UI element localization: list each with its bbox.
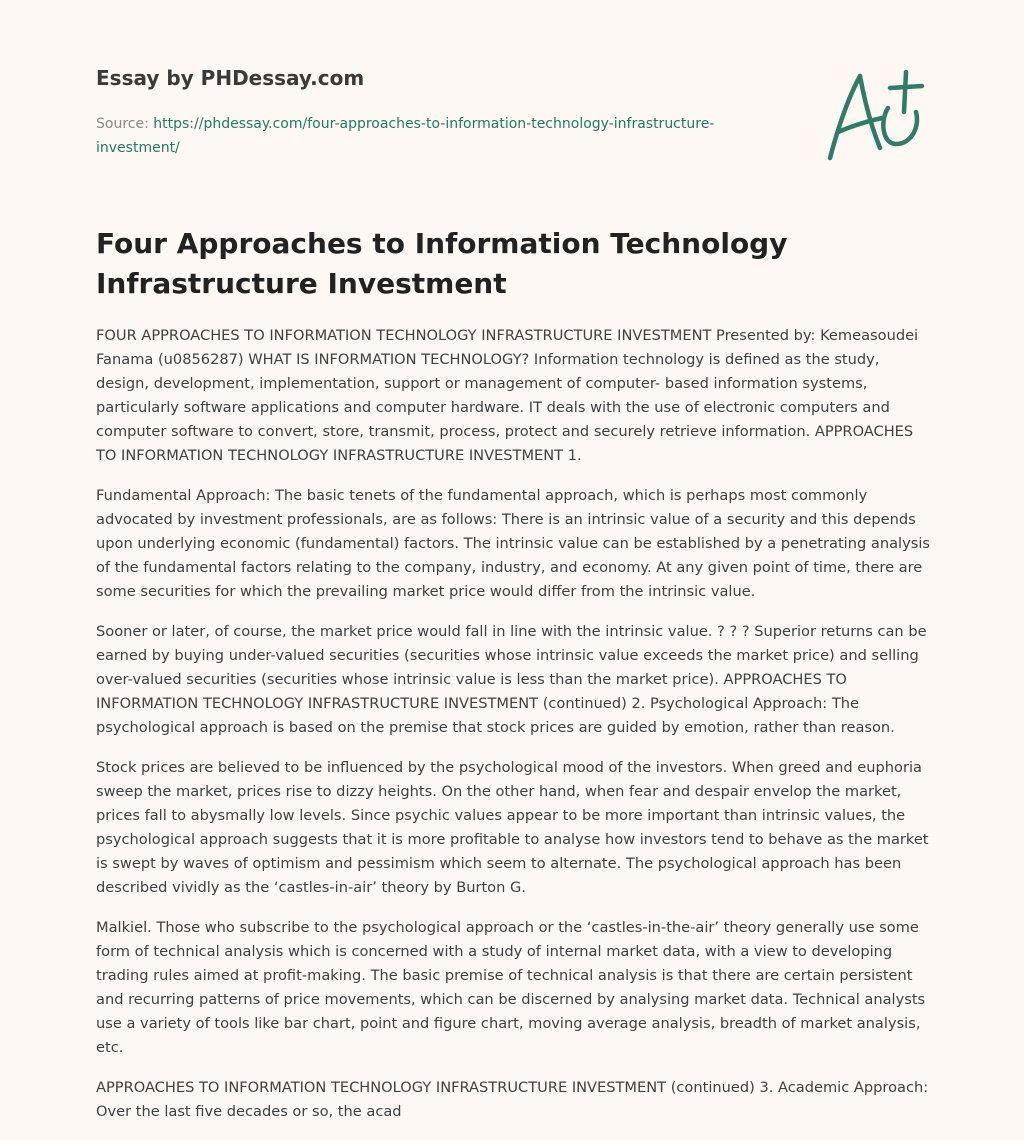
essay-paragraph: FOUR APPROACHES TO INFORMATION TECHNOLOGY INFRASTRUCTURE INVESTMENT Presented by: Kemeasoudei Fanama (u0856287) WHAT IS INFORMATION TECHNOLOGY? Information technology is defined as the study, design, development, implementation, support or management of computer- based information systems, particularly software applications and computer hardware. IT deals with the use of electronic computers and computer software to convert, store, transmit, process, protect and securely retrieve information. APPROACHES TO INFORMATION TECHNOLOGY INFRASTRUCTURE INVESTMENT 1. [96,327,919,464]
site-brand: Essay by PHDessay.com [96,66,365,90]
essay-paragraph: Malkiel. Those who subscribe to the psychological approach or the ‘castles-in-the-air’ theory generally use some form of technical analysis which is concerned with a study of internal market data, with a view to developing trading rules aimed at profit-making. The basic premise of technical analysis is that there are certain persistent and recurring patterns of price movements, which can be discerned by analysing market data. Technical analysts use a variety of tools like bar chart, point and figure chart, moving average analysis, breadth of market analysis, etc. [96,919,926,1056]
source-label: Source: [96,116,149,132]
a-right-stroke [860,76,880,148]
a-plus-strokes [830,72,922,158]
essay-paragraph: Stock prices are believed to be influenced by the psychological mood of the investors. When greed and euphoria sweep the market, prices rise to dizzy heights. On the other hand, when fear and despair envelop the market, prices fall to abysmally low levels. Since psychic values appear to be more important than intrinsic values, the psychological approach suggests that it is more profitable to analyse how investors tend to behave as the market is swept by waves of optimism and pessimism which seem to alternate. The psychological approach has been described vividly as the ‘castles-in-air’ theory by Burton G. [96,759,929,896]
essay-paragraph: APPROACHES TO INFORMATION TECHNOLOGY INFRASTRUCTURE INVESTMENT (continued) 3. Academic Approach: Over the last five decades or so, the acad [96,1079,929,1120]
plus-vertical-stroke [904,72,906,112]
a-left-stroke [830,76,860,158]
essay-paragraph: Fundamental Approach: The basic tenets of the fundamental approach, which is perhaps most commonly advocated by investment professionals, are as follows: There is an intrinsic value of a security and this depends upon underlying economic (fundamental) factors. The intrinsic value can be established by a penetrating analysis of the fundamental factors relating to the company, industry, and economy. At any given point of time, there are some securities for which the prevailing market price would differ from the intrinsic value. [96,487,930,600]
plus-horizontal-stroke [890,86,922,88]
a-plus-grade-icon [822,68,932,168]
essay-title: Four Approaches to Information Technology Infrastructure Investment [96,227,788,300]
essay-paragraph: Sooner or later, of course, the market price would fall in line with the intrinsic value. ? ? ? Superior returns can be earned by buying under-valued securities (securities whose intrinsic value exceeds the market price) and selling over-valued securities (securities whose intrinsic value is less than the market price). APPROACHES TO INFORMATION TECHNOLOGY INFRASTRUCTURE INVESTMENT (continued) 2. Psychological Approach: The psychological approach is based on the premise that stock prices are guided by emotion, rather than reason. [96,623,927,736]
source-line [96,112,796,160]
swoosh-stroke [883,108,917,144]
source-link[interactable]: https://phdessay.com/four-approaches-to-information-technology-infrastructure-investment/ [96,116,715,156]
essay-body [96,324,932,1140]
